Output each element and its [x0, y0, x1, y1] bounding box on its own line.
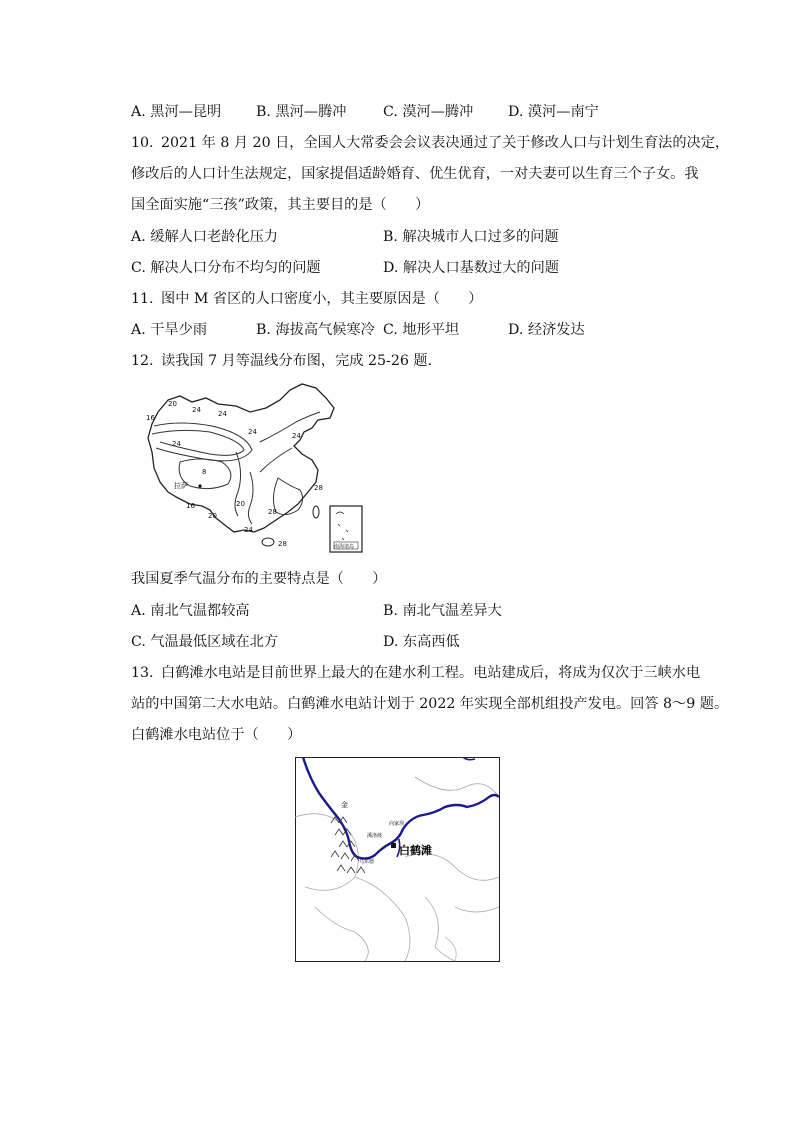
q12-option-a: A. 南北气温都较高 — [131, 603, 250, 619]
map-label-xiangjiaba: 向家坝 — [389, 821, 405, 827]
q10-number: 10. — [131, 135, 154, 151]
q12-option-d: D. 东高西低 — [383, 634, 460, 650]
q9-option-d: D. 漠河—南宁 — [508, 104, 599, 120]
isotherm-label: 20 — [236, 500, 245, 508]
july-isotherm-map — [140, 382, 370, 554]
map-label-jin: 金 — [341, 801, 348, 809]
q11-option-d: D. 经济发达 — [508, 322, 585, 338]
isotherm-label: 24 — [292, 432, 301, 440]
isotherm-label: 24 — [248, 428, 257, 436]
q12-number: 12. — [131, 353, 154, 369]
china-outline-map — [140, 382, 370, 554]
city-label-lhasa: 拉萨 — [174, 482, 188, 490]
map-label-baihetan: 白鹤滩 — [399, 844, 432, 857]
isotherm-label: 8 — [202, 468, 207, 476]
q11-number: 11. — [131, 291, 154, 307]
baihetan-region-map — [295, 757, 500, 962]
q13-stem-line-2: 站的中国第二大水电站。白鹤滩水电站计划于 2022 年实现全部机组投产发电。回答 8～9 题。 — [131, 696, 729, 712]
baihetan-map — [295, 757, 500, 962]
isotherm-label: 20 — [208, 512, 217, 520]
isotherm-label: 24 — [244, 526, 253, 534]
q12-question: 我国夏季气温分布的主要特点是（ ） — [131, 571, 387, 587]
isotherm-label: 16 — [186, 502, 195, 510]
isotherm-label: 16 — [146, 414, 155, 422]
q13-stem-line-3: 白鹤滩水电站位于（ ） — [131, 727, 302, 743]
q10-option-a: A. 缓解人口老龄化压力 — [131, 229, 278, 245]
map-label-xiluodu: 溪洛渡 — [367, 833, 383, 839]
q10-option-c: C. 解决人口分布不均匀的问题 — [131, 260, 321, 276]
isotherm-label: 28 — [314, 484, 323, 492]
q12-option-b: B. 南北气温差异大 — [383, 603, 502, 619]
map-label-wudongde: 乌东德 — [359, 859, 375, 865]
q11-option-a: A. 干旱少雨 — [131, 322, 208, 338]
q12-stem: 12. 读我国 7 月等温线分布图，完成 25-26 题． — [131, 353, 442, 369]
q11-option-c: C. 地形平坦 — [383, 322, 460, 338]
q13-stem-line-1: 13. 白鹤滩水电站是目前世界上最大的在建水利工程。电站建成后，将成为仅次于三峡水电 — [131, 665, 701, 681]
q11-option-b: B. 海拔高气候寒冷 — [256, 322, 375, 338]
isotherm-label: 28 — [268, 508, 277, 516]
q10-stem-line-1: 10. 2021 年 8 月 20 日，全国人大常委会会议表决通过了关于修改人口与计划生育法的决定， — [131, 135, 730, 151]
q10-option-b: B. 解决城市人口过多的问题 — [383, 229, 559, 245]
isotherm-label: 28 — [278, 540, 287, 548]
q13-number: 13. — [131, 665, 154, 681]
isotherm-label: 24 — [192, 406, 201, 414]
isotherm-label: 24 — [172, 440, 181, 448]
q10-stem-line-3: 国全面实施“三孩”政策，其主要目的是（ ） — [131, 197, 430, 213]
q12-option-c: C. 气温最低区域在北方 — [131, 634, 279, 650]
q9-option-b: B. 黑河—腾冲 — [256, 104, 347, 120]
q10-stem-line-2: 修改后的人口计生法规定，国家提倡适龄婚育、优生优育，一对夫妻可以生育三个子女。我 — [131, 166, 699, 182]
isotherm-label: 20 — [168, 400, 177, 408]
q9-option-c: C. 漠河—腾冲 — [383, 104, 474, 120]
q9-option-a: A. 黑河—昆明 — [131, 104, 222, 120]
inset-label-south-china-sea: 南海诸岛 — [334, 544, 355, 550]
q10-option-d: D. 解决人口基数过大的问题 — [383, 260, 559, 276]
isotherm-label: 24 — [218, 410, 227, 418]
q11-stem: 11. 图中 M 省区的人口密度小，其主要原因是（ ） — [131, 291, 483, 307]
dam-marker — [391, 843, 396, 848]
